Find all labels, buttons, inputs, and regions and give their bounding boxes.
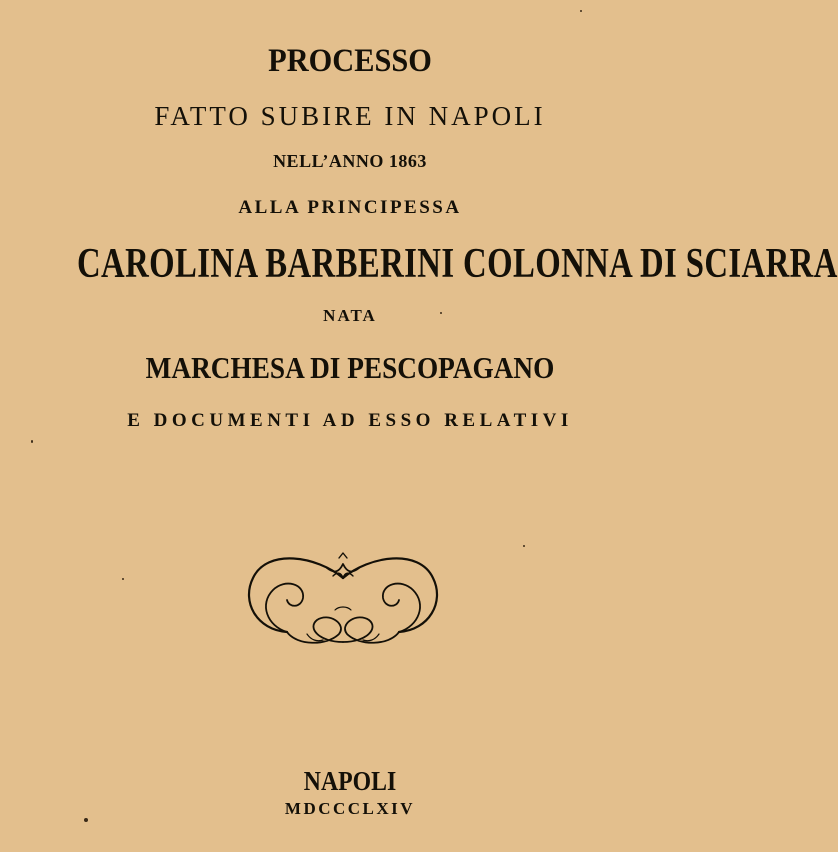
paper-speck	[84, 818, 88, 822]
imprint-year: MDCCCLXIV	[284, 799, 416, 818]
subtitle-documenti: E DOCUMENTI AD ESSO RELATIVI	[127, 410, 573, 431]
title-heading: PROCESSO	[268, 43, 432, 79]
paper-speck	[440, 312, 442, 314]
paper-speck	[31, 440, 33, 443]
paper-speck	[580, 10, 582, 12]
flourish-ornament-icon	[247, 550, 439, 650]
subtitle-anno: NELL’ANNO 1863	[273, 151, 427, 171]
paper-speck	[523, 545, 525, 547]
person-title: MARCHESA DI PESCOPAGANO	[145, 350, 555, 385]
imprint-place: NAPOLI	[303, 766, 397, 796]
person-name: CAROLINA BARBERINI COLONNA DI SCIARRA	[77, 241, 838, 287]
subtitle-nata: NATA	[323, 306, 377, 325]
paper-speck	[122, 578, 124, 580]
subtitle-fatto: FATTO SUBIRE IN NAPOLI	[154, 101, 546, 131]
subtitle-alla: ALLA PRINCIPESSA	[238, 197, 462, 218]
